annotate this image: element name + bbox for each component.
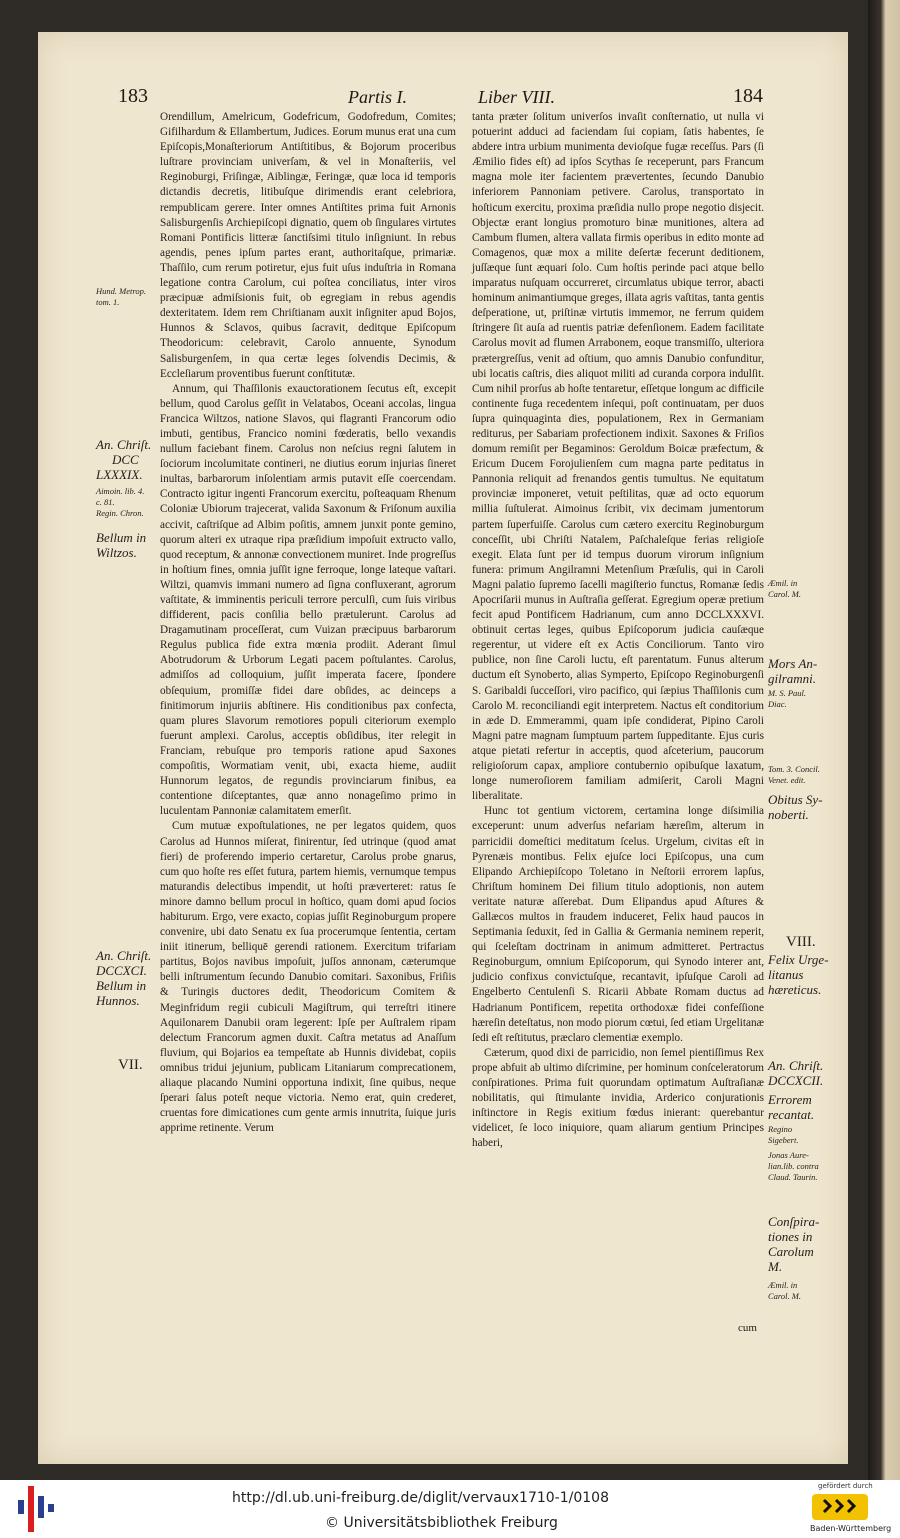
margin-note-hund-metrop — [96, 286, 158, 308]
margin-note-year-792 — [768, 1058, 848, 1088]
adjacent-page-edge — [868, 0, 900, 1480]
margin-note-line: Aimoin. lib. 4. — [96, 486, 145, 496]
left-page-number: 183 — [118, 85, 148, 107]
margin-note-line: Venet. edit. — [768, 775, 806, 785]
margin-note-line: Carolum — [768, 1244, 814, 1259]
catchword: cum — [738, 1322, 757, 1334]
margin-note-line: Bellum in — [96, 978, 147, 993]
funder-name: Baden-Württemberg — [810, 1524, 892, 1533]
margin-note-line: Æmil. in — [768, 578, 798, 588]
margin-note-aimoin — [96, 486, 158, 519]
margin-note-line: Æmil. in — [768, 1280, 798, 1290]
margin-note-line: Regin. Chron. — [96, 508, 144, 518]
margin-note-line: DCCXCII. — [768, 1073, 824, 1088]
margin-note-line: noberti. — [768, 807, 809, 822]
margin-note-line: LXXXIX. — [96, 467, 143, 482]
left-paragraph-2: Annum, qui Thaſſilonis exauctorationem ſecutus eſt, excepit bellum, quod Carolus geſſit in Velatabos, Oceani accolas, lingua Francica Wiltzos, natione Slavos, qui flagranti Francorum odio imbuti, gentibus, Francico nomini fœderatis, bello vexandis nullum faciebant finem. Carolus non neſcius regni ſalutem in ſociorum incolumitate contineri, ne diutius eorum injurias ſineret inultas, barbarorum inſolentiam armis putavit eſſe coercendam. Contracto igitur ingenti Francorum exercitu, poſteaquam Rhenum Coloniæ Ubiorum trajecerat, valida Saxonum & Friſonum auxilia accivit, caſtriſque ad Albim poſitis, amnem junxit ponte gemino, quorum alteri ex utraque ripa præſidium impoſuit extructo vallo, quod receptum, & annonæ convectionem muniret. Inde progreſſus in hoſtium fines, omnia juſſit igne ferroque, longe lateque vaſtari. Wiltzi, quamvis immani numero ad ſigna confluxerant, agrorum vaſtitate, & imminentis periculi terrore perculſi, cum ſuis viribus diffiderent, pacis conſilia bello prætulerunt. Carolus ad Dragamutinam proceſſerat, cum Vuizan præcipuus barbarorum Regulus publica fide extra mœnia prodiit. Aderant ſimul Abotrudorum & Urborum Legati pacem poſtulantes. Carolus, admiſſos ad colloquium, juſſit imperata facere, ſpondere obſequium, promiſſæ fidei dare obſides, ac deinceps a finitimorum injuriis abſtinere. His conditionibus pax confecta, quam plures Slavorum remotiores populi citeriorum exemplo fuerunt amplexi. Carolus, acceptis obſidibus, iter relegit in Franciam, rebuſque pro temporis ratione apud Saxones compoſitis, Wormatiam venit, ubi, exacta hieme, audiit Hunnorum legatos, de regundis provinciarum finibus, ea contentione diſceptantes, quæ anno nonageſimo primo in luculentam Pannoniæ calamitatem emerſit. — [160, 382, 456, 818]
margin-note-line: Carol. M. — [768, 589, 801, 599]
margin-note-aemil-2 — [768, 1280, 848, 1302]
right-paragraph-3: Cæterum, quod dixi de parricidio, non ſemel pientiſſimus Rex prope abfuit ab ultimo diſcrimine, per hominum conſceleratorum conſpirationes. Prima fuit quorundam optimatum Auſtraſianæ nobilitatis, qui ſtimulante invidia, Arderico conjurationis inſtinctore in Regis exitium fœdus inierant: querebantur videlicet, ſe loco iniquiore, quam aliarum gentium Principes haberi, — [472, 1046, 764, 1150]
margin-note-line: Diac. — [768, 699, 787, 709]
margin-note-line: Obitus Sy- — [768, 792, 823, 807]
header-part-title: Partis I. — [348, 87, 408, 107]
margin-note-line: recantat. — [768, 1107, 815, 1122]
margin-note-line: DCCXCI. — [96, 963, 147, 978]
margin-note-line: gilramni. — [768, 671, 817, 686]
viewer-footer — [0, 1480, 900, 1538]
funded-by-label: gefördert durch — [818, 1482, 873, 1490]
margin-note-regino — [768, 1124, 848, 1146]
margin-note-jonas — [768, 1150, 848, 1183]
right-paragraph-1: tanta præter ſolitum univerſos invaſit conſternatio, ut nulla vi potuerint adduci ad faciendam ſui copiam, ſatis habentes, ſe abdere intra urbium munimenta devioſque fugæ receſſus. Pars (ſi Æmilio fides eſt) ad ipſos Scythas ſe receperunt, pars Francum magna mole iter facientem prævertentes, ſecundo Danubio inferiorem Pannoniam petivere. Carolus, transportato in hoſticum exercitu, proxima præſidia nullo prope negotio disjecit. Objectæ erant longius promoturo binæ munitiones, altera ad Cambum flumen, altera vallata firmis operibus in edito monte ad Comagenos, quæ mox a milite deſertæ fecerunt deditionem, juſſæque ſunt æquari ſolo. Cum hoſtis perinde paci atque bello imparatus nuſquam occurreret, circumlatus ubique terror, abacti hominum animantiumque greges, illata agris vaſtitas, tanta gentis deſperatione, ut, priſtinæ virtutis immemor, ne ferrum quidem ſtringere ſit auſa ad ruentis patriæ defenſionem. Eadem facilitate Carolus movit ad flumen Arrabonem, eoque transmiſſo, ulteriora prætergreſſus, venit ad oſtium, quo amnis Danubio confunditur, ubi locatis caſtris, dies aliquot militi ad curanda corpora indulſit. Cum nihil prorſus ab hoſte tentaretur, eſſetque longum ac difficile continente fuga recedentem inſequi, poſt continuatam, per duos ſupra quinquaginta dies, populationem, Rex in Germaniam rediturus, per Sabariam profectionem indixit. Saxones & Friſios domum remiſit per Begaminos: Geroldum Boicæ præfectum, & Ericum Ducem Forojulienſem cum magna parte peditatus in Pannonia reliquit ad frenandos gentis tumultus. Ne equitatum provinciæ imponeret, vetuit peſtilitas, quæ ad octo equorum millia ſuſtulerat. Aimoinus ſcribit, vix decimam jumentorum partem ſuperfuiſſe. Carolus cum cætero exercitu Reginoburgum conceſſit, ubi Chriſti Natalem, Paſchaleſque ferias religioſe exegit. Elata ſunt per id tempus duorum virorum inſignium funera: primum Angilramni Metenſium Præſulis, qui in Caroli Magni palatio ſupremo ſacelli magiſterio functus, Romanæ ſedis Apocriſarii munus in Auſtraſia geſſerat. Egregium operæ pretium fecit apud Pontificem Hadrianum, cum anno DCCLXXXVI. obtinuit certas leges, quibus Epiſcoporum judicia cauſæque regerentur, ut videre eſt ex Actis Conciliorum. Tanto viro publice, non ſine Caroli luctu, eſt parentatum. Funus alterum ductum eſt Synoberto, alias Symperto, Epiſcopo Reginoburgenſi S. Garibaldi ſucceſſori, viro pacifico, qui ſæpius Thaſſilonis cum Carolo M. reconciliandi egit interpretem. Nactus eſt conditorium in æde D. Emmerammi, quam ipſe condiderat, Pipino Caroli Magni patre magnam ſumptuum partem ſuppeditante. Ejus curis atque pietati refertur in acceptis, quod aſceterium, paucorum religioſorum capax, ampliore contubernio opibuſque laxatum, longe numeroſiorem familiam admiſerit, Caroli Magni liberalitate. — [472, 111, 765, 803]
right-page-number: 184 — [733, 85, 763, 107]
margin-note-line: Mors An- — [768, 656, 818, 671]
margin-note-line: Errorem — [768, 1092, 812, 1107]
left-paragraph-1: Orendillum, Amelricum, Godefricum, Godofredum, Comites; Gifilhardum & Ellambertum, Judices. Eorum munus erat una cum Epiſcopis,Monaſteriorum Antiſtitibus, & Bojorum proceribus luſtrare provinciam univerſam, & vel in Monaſteriis, vel Reginoburgi, Friſingæ, Aiblingæ, Feringæ, quæ loca id temporis dictandis decretis, litibuſque dirimendis erant celebriora, rempublicam gerere. Inter omnes Antiſtites prima fuit Arnonis Salisburgenſis Archiepiſcopi dignatio, quem ob ſingulares virtutes Romani Pontificis litteræ ſanctiſsimi titulo inſigniunt. In rebus agendis, penes ipſum partes erant, authoritaſque, primariæ. Thaſſilo, cum rerum potiretur, ejus fuit uſus induſtria in Romana legatione contra Carolum, cui poſtea conciliatus, inter viros præcipuæ admiſsionis fuit, ob egregiam in rebus agendis dexteritatem. Idem rem Chriſtianam auxit inſigniter apud Bojos, Hunnos & Sclavos, quibus ſacravit, deditque Epiſcopum Theodoricum: celebravit, Carolo annuente, Synodum Salisburgenſem, in qua certæ leges ſolvendis Decimis, & Eccleſiarum proventibus fuerunt conſtitutæ. — [160, 111, 456, 380]
margin-note-bellum-wiltzos — [96, 530, 158, 560]
margin-note-line: Felix Urge- — [768, 952, 829, 967]
margin-note-paul-diac — [768, 688, 848, 710]
margin-note-mors-angilramni — [768, 656, 848, 686]
header-book-title: Liber VIII. — [478, 87, 555, 107]
right-text-column — [472, 110, 764, 1151]
margin-note-year-791 — [96, 948, 158, 1008]
margin-note-line: tiones in — [768, 1229, 813, 1244]
section-number-vii: VII. — [118, 1057, 143, 1073]
margin-note-errorem-recantat — [768, 1092, 848, 1122]
margin-note-line: DCC — [112, 452, 139, 467]
margin-note-concil — [768, 764, 848, 786]
margin-note-line: An. Chriſt. — [96, 948, 152, 963]
margin-note-line: tom. 1. — [96, 297, 120, 307]
permalink-url[interactable]: http://dl.ub.uni-freiburg.de/diglit/vervaux1710-1/0108 — [232, 1490, 609, 1506]
margin-note-obitus-synoberti — [768, 792, 848, 822]
library-logo-icon — [18, 1486, 58, 1532]
margin-note-line: M. S. Paul. — [768, 688, 807, 698]
margin-note-felix-urgelitanus — [768, 952, 848, 997]
margin-note-line: Sigebert. — [768, 1135, 799, 1145]
margin-note-conspirationes — [768, 1214, 848, 1274]
right-paragraph-2: Hunc tot gentium victorem, certamina longe diſsimilia exceperunt: unum adverſus nefariam hæreſim, alterum in parricidii domeſtici meditatum ſcelus. Urgelum, civitas eſt in Pyrenæis montibus. Felix ejuſce loci Epiſcopus, una cum Elipando Archiepiſcopo Toletano in Neſtorii errorem lapſus, Chriſtum hominem Dei filium titulo adoptionis, non autem veritate naturæ aſſerebat. Dum Elipandus apud Aſtures & Gallæcos multos in fraudem induceret, Felix haud paucos in Septimania ſeduxit, ſed in Gallia & Germania neminem reperit, qui ſceleſtam doctrinam in animum admitteret. Pertractus Reginoburgum, omnium Epiſcoporum, qui Synodo interer ant, judicio confixus convictuſque, recantavit, ipſuſque Caroli ad Engelberto Centulenſi S. Ricarii Abbate Romam ductus ad Hadrianum Pontificem, repetita orthodoxæ fidei confeſſione hæreſin deteſtatus, non modo piorum cœtui, ſed etiam Urgelitanæ ſedi eſt reſtitutus, præclaro clementiæ exemplo. — [472, 805, 764, 1044]
left-text-column — [160, 110, 456, 1136]
copyright-text: © Universitätsbibliothek Freiburg — [325, 1515, 558, 1531]
margin-note-line: Jonas Aure- — [768, 1150, 809, 1160]
margin-note-line: Claud. Taurin. — [768, 1172, 818, 1182]
margin-note-line: Conſpira- — [768, 1214, 820, 1229]
margin-note-line: Regino — [768, 1124, 793, 1134]
margin-note-line: litanus — [768, 967, 804, 982]
margin-note-line: Hund. Metrop. — [96, 286, 146, 296]
margin-note-line: c. 81. — [96, 497, 115, 507]
left-paragraph-3: Cum mutuæ expoſtulationes, ne per legatos quidem, quos Carolus ad Hunnos miſerat, finirentur, ſed utrinque (quod amat fieri) de proferendo imperio certaretur, Carolus probe gnarus, cum quo hoſte res eſſet futura, partem hiemis, vernumque tempus maturandis delectibus impendit, ut hoſti præverteret: ratus ſe minore damno bellum procul in hoſtico, quam domi apud ſocios habiturum. Ergo, vere exacto, copias juſſit Reginoburgum propere convenire, ubi dato Senatu ex ſua procerumque ſententia, certam iniit itinerum, belliquē gerendi rationem. Exercitum trifariam partitus, Bojos navibus impoſuit, juſſos annonam, cæterumque belli inſtrumentum ſecundo Danubio comitari. Saxonibus, Friſiis & Turingis ductores dedit, Theodoricum Comitem & Meginfridum regii cubiculi Magiſtrum, qui terreſtri itinere Aquilonarem Danubii oram legerent: Ipſe per Auſtralem ripam delectum Francorum agmen duxit. Caſtra metatus ad Anaſſum fluvium, qui Bojarios ea tempeſtate ab Hunnis dividebat, copiis omnibus tridui jejunium, publicam Litaniarum comprecationem, aliaque placando Numini opportuna indixit, ſine quibus, neque ſperari ſalus poteſt neque victoria. Nemo erat, quin crederet, cruentas fore dimicationes cum gente armis innutrita, ſuique juris apprime retinente. Verum — [160, 820, 456, 1135]
margin-note-year-789 — [96, 437, 158, 482]
margin-note-line: M. — [768, 1259, 783, 1274]
margin-note-line: Tom. 3. Concil. — [768, 764, 820, 774]
margin-note-line: An. Chriſt. — [96, 437, 152, 452]
margin-note-line: Carol. M. — [768, 1291, 801, 1301]
coat-of-arms-icon — [810, 1492, 870, 1522]
margin-note-line: An. Chriſt. — [768, 1058, 824, 1073]
margin-note-line: lian.lib. contra — [768, 1161, 819, 1171]
margin-note-line: Hunnos. — [96, 993, 140, 1008]
margin-note-line: hæreticus. — [768, 982, 822, 997]
margin-note-aemil-1 — [768, 578, 848, 600]
margin-note-line: Wiltzos. — [96, 545, 137, 560]
section-number-viii: VIII. — [786, 934, 816, 950]
margin-note-line: Bellum in — [96, 530, 147, 545]
